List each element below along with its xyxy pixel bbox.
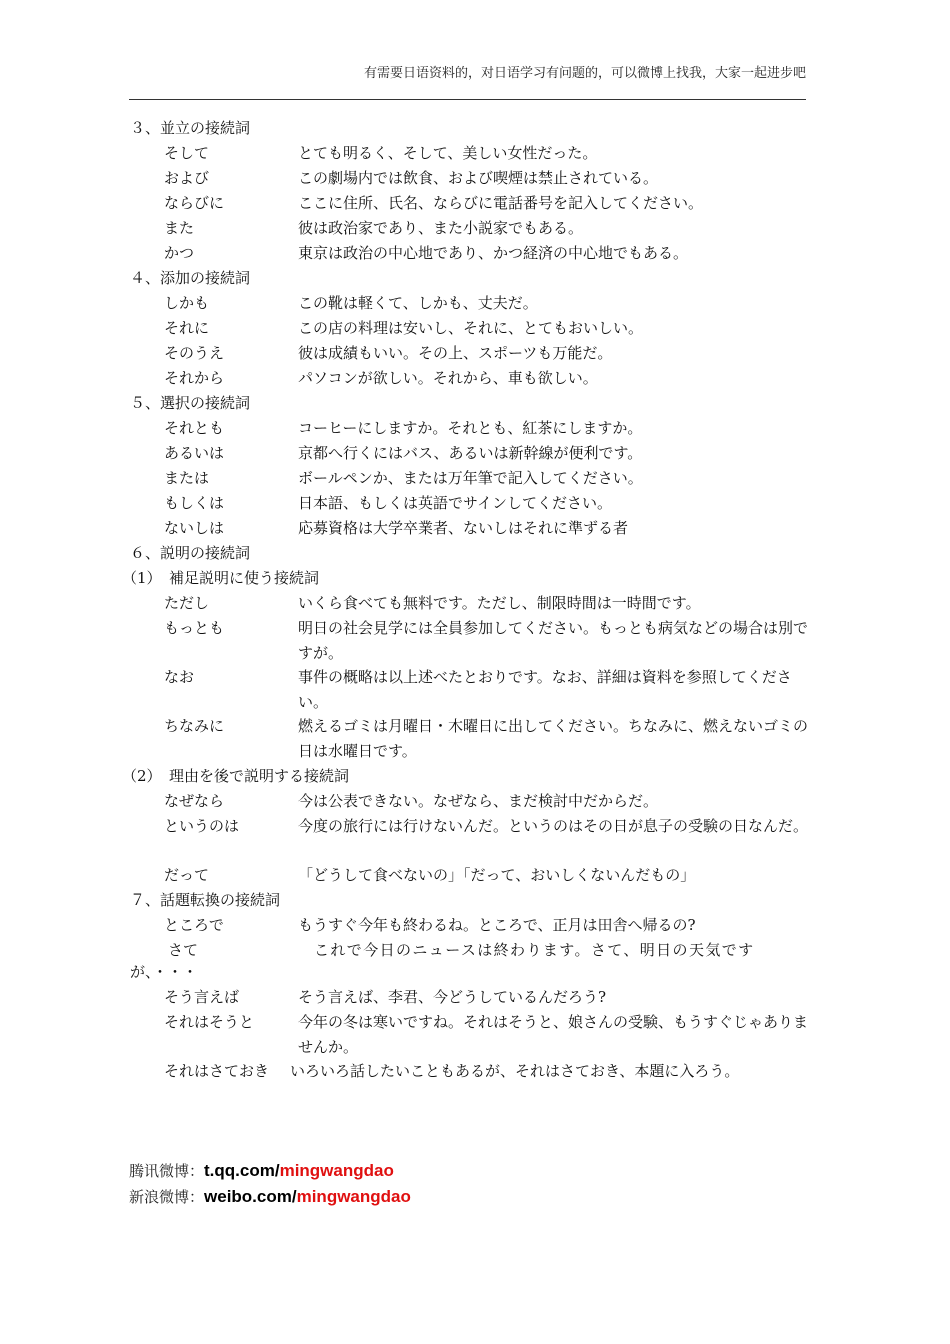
term: なお bbox=[164, 668, 195, 686]
example: 応募資格は大学卒業者、ないしはそれに準ずる者 bbox=[298, 519, 629, 537]
example: 日本語、もしくは英語でサインしてください。 bbox=[298, 494, 612, 512]
example: ここに住所、氏名、ならびに電話番号を記入してください。 bbox=[298, 194, 704, 212]
term: それはさておき bbox=[164, 1062, 270, 1080]
term: ならびに bbox=[164, 194, 225, 212]
example: これで今日のニュースは終わります。さて、明日の天気です bbox=[314, 941, 755, 959]
example: もうすぐ今年も終わるね。ところで、正月は田舎へ帰るの? bbox=[298, 916, 696, 934]
term: ちなみに bbox=[164, 717, 225, 735]
term: だって bbox=[164, 866, 210, 884]
example: 彼は成績もいい。その上、スポーツも万能だ。 bbox=[298, 344, 613, 362]
example: 今度の旅行には行けないんだ。というのはその日が息子の受験の日なんだ。 bbox=[298, 817, 809, 835]
example: 明日の社会見学には全員参加してください。もっとも病気などの場合は別ですが。 bbox=[298, 619, 809, 662]
example: 東京は政治の中心地であり、かつ経済の中心地でもある。 bbox=[298, 244, 689, 262]
term: ないしは bbox=[164, 519, 225, 537]
section-heading-4: ４、添加の接続詞 bbox=[130, 269, 251, 287]
example: 「どうして食べないの」「だって、おいしくないんだもの」 bbox=[298, 866, 696, 884]
term: そのうえ bbox=[164, 344, 225, 362]
example: この店の料理は安いし、それに、とてもおいしい。 bbox=[298, 319, 644, 337]
example: いくら食べても無料です。ただし、制限時間は一時間です。 bbox=[298, 594, 701, 612]
term: そう言えば bbox=[164, 988, 240, 1006]
example: この靴は軽くて、しかも、丈夫だ。 bbox=[298, 294, 538, 312]
term: ところで bbox=[164, 916, 224, 934]
example: パソコンが欲しい。それから、車も欲しい。 bbox=[298, 369, 598, 387]
term: および bbox=[164, 169, 210, 187]
term: もしくは bbox=[164, 494, 225, 512]
section-heading-6: ６、説明の接続詞 bbox=[130, 544, 251, 562]
term: それとも bbox=[164, 419, 225, 437]
term: そして bbox=[164, 144, 210, 162]
example: とても明るく、そして、美しい女性だった。 bbox=[298, 144, 598, 162]
section-heading-3: ３、並立の接続詞 bbox=[130, 119, 251, 137]
footer-link-domain[interactable]: weibo.com/ bbox=[204, 1187, 297, 1206]
footer-tencent bbox=[129, 1160, 394, 1181]
section-heading-5: ５、選択の接続詞 bbox=[130, 394, 251, 412]
term: かつ bbox=[164, 244, 195, 262]
example-continuation: が、・・・ bbox=[130, 963, 198, 981]
example: 彼は政治家であり、また小説家でもある。 bbox=[298, 219, 584, 237]
term: あるいは bbox=[164, 444, 225, 462]
term: さて bbox=[168, 941, 199, 959]
footer-link-account[interactable]: mingwangdao bbox=[279, 1161, 394, 1180]
footer-sina bbox=[129, 1186, 411, 1207]
example: この劇場内では飲食、および喫煙は禁止されている。 bbox=[298, 169, 659, 187]
term: また bbox=[164, 219, 195, 237]
subsection-heading-1: （1） 補足説明に使う接続詞 bbox=[122, 569, 320, 587]
footer-label: 新浪微博： bbox=[129, 1188, 205, 1206]
example: そう言えば、李君、今どうしているんだろう? bbox=[298, 988, 607, 1006]
footer-label: 腾讯微博： bbox=[129, 1162, 205, 1180]
example: 事件の概略は以上述べたとおりです。なお、詳細は資料を参照してください。 bbox=[298, 668, 792, 711]
example: 今年の冬は寒いですね。それはそうと、娘さんの受験、もうすぐじゃありませんか。 bbox=[298, 1013, 809, 1056]
term: それはそうと bbox=[164, 1013, 255, 1031]
term: ただし bbox=[164, 594, 210, 612]
term: または bbox=[164, 469, 210, 487]
example: 京都へ行くにはバス、あるいは新幹線が便利です。 bbox=[298, 444, 643, 462]
term: しかも bbox=[164, 294, 210, 312]
term: もっとも bbox=[164, 619, 225, 637]
example: いろいろ話したいこともあるが、それはさておき、本題に入ろう。 bbox=[290, 1062, 740, 1080]
example: コーヒーにしますか。それとも、紅茶にしますか。 bbox=[298, 419, 643, 437]
example: 今は公表できない。なぜなら、まだ検討中だからだ。 bbox=[298, 792, 659, 810]
header-note: 有需要日语资料的，对日语学习有问题的，可以微博上找我，大家一起进步吧 bbox=[363, 66, 806, 81]
term: というのは bbox=[164, 817, 240, 835]
header-divider bbox=[129, 99, 806, 100]
example: ボールペンか、または万年筆で記入してください。 bbox=[298, 469, 643, 487]
footer-link-domain[interactable]: t.qq.com/ bbox=[204, 1161, 280, 1180]
example: 燃えるゴミは月曜日・木曜日に出してください。ちなみに、燃えないゴミの日は水曜日です。 bbox=[298, 717, 809, 760]
footer-link-account[interactable]: mingwangdao bbox=[296, 1187, 411, 1206]
term: それに bbox=[164, 319, 210, 337]
term: なぜなら bbox=[164, 792, 225, 810]
section-heading-7: ７、話題転換の接続詞 bbox=[130, 891, 281, 909]
term: それから bbox=[164, 369, 225, 387]
subsection-heading-2: （2） 理由を後で説明する接続詞 bbox=[122, 767, 350, 785]
